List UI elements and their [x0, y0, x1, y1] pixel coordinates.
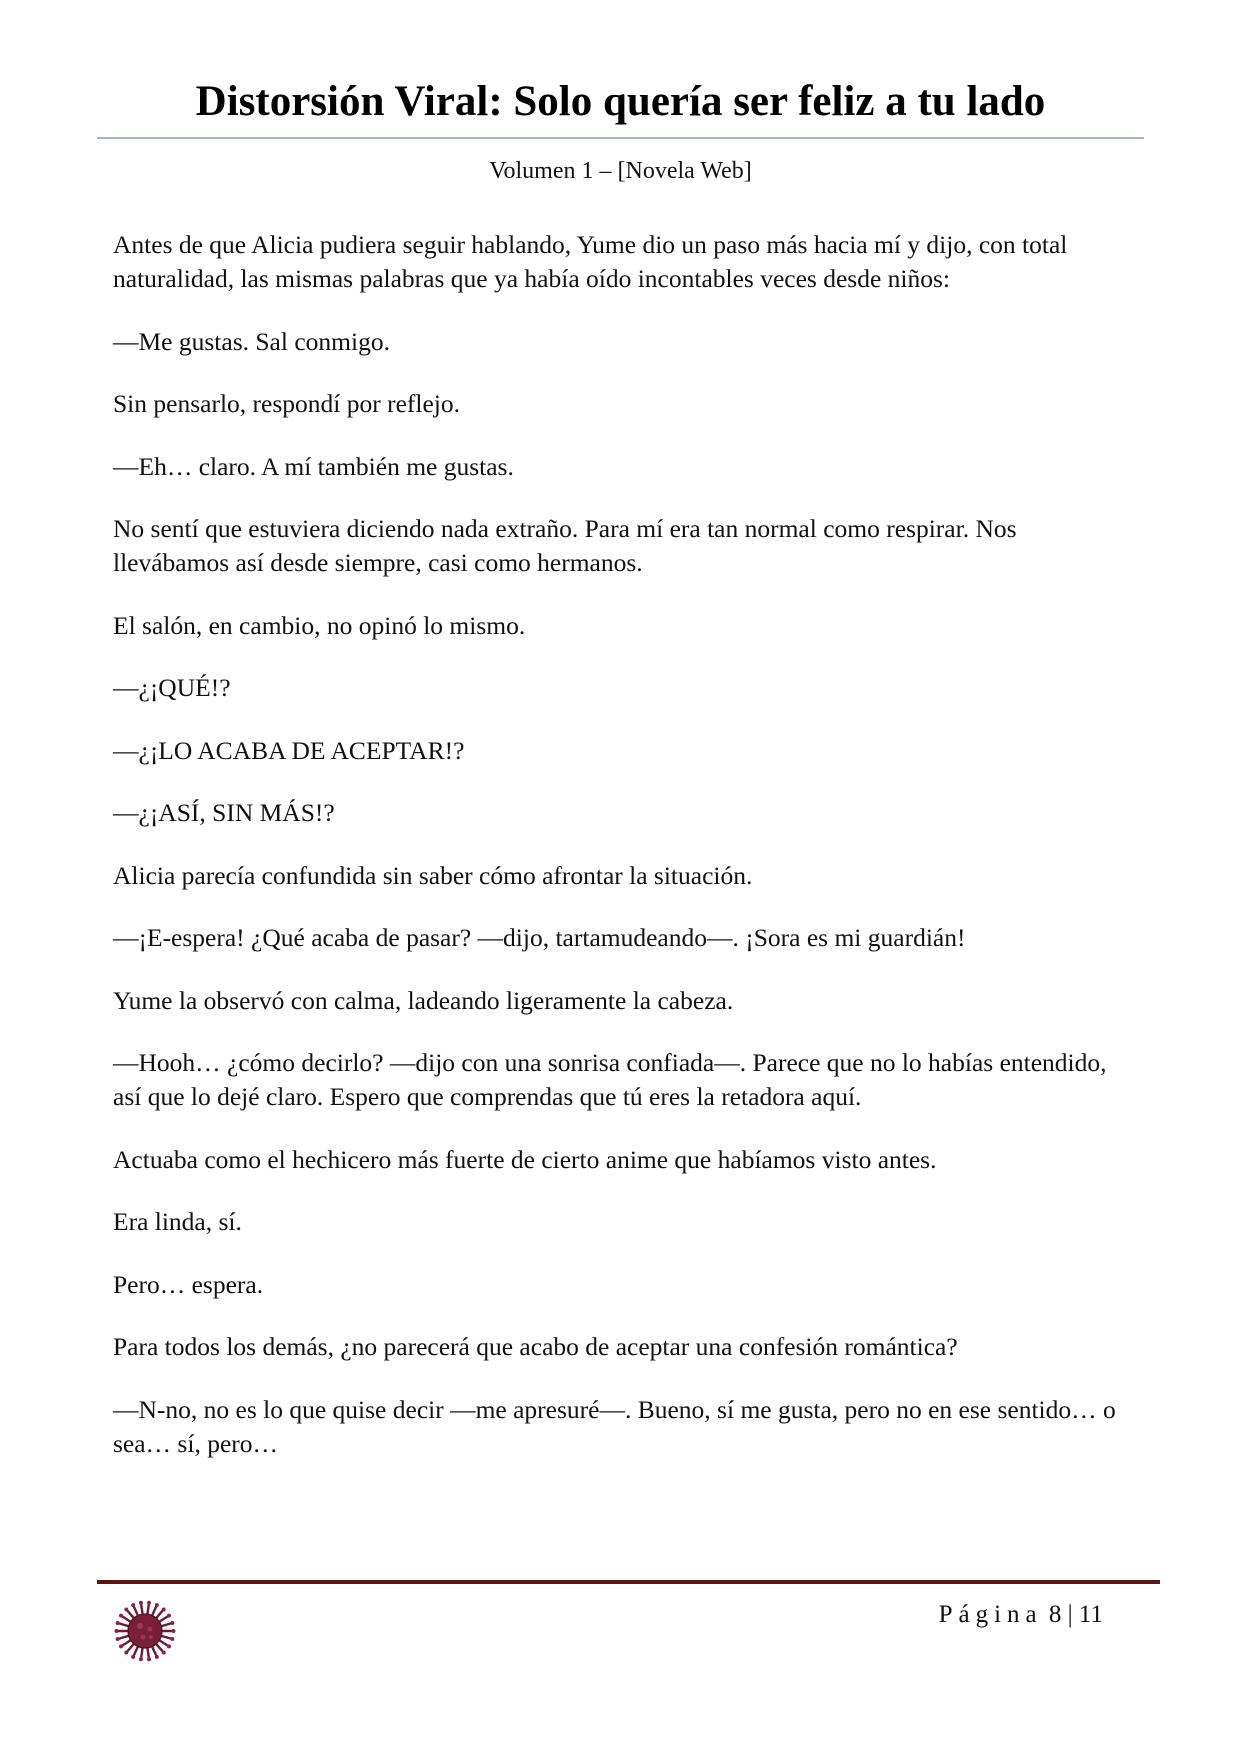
paragraph: —Eh… claro. A mí también me gustas.: [113, 451, 514, 481]
paragraph: —Me gustas. Sal conmigo.: [113, 326, 390, 356]
paragraph: —N-no, no es lo que quise decir —me apresuré—. Bueno, sí me gusta, pero no en ese sentido… o sea… sí, pero…: [113, 1394, 1116, 1458]
paragraph: El salón, en cambio, no opinó lo mismo.: [113, 610, 526, 640]
virus-logo-graphic: [112, 1598, 178, 1664]
page-label: Página: [938, 1601, 1043, 1628]
paragraph: Yume la observó con calma, ladeando ligeramente la cabeza.: [113, 985, 734, 1015]
page-current: 8: [1048, 1601, 1062, 1628]
chapter-body: [113, 228, 1133, 1489]
paragraph: Era linda, sí.: [113, 1207, 242, 1236]
page-separator: |: [1067, 1601, 1073, 1628]
page-total: 11: [1078, 1601, 1103, 1628]
virus-icon: [112, 1598, 178, 1664]
paragraph: —¿¡ASÍ, SIN MÁS!?: [113, 798, 335, 827]
paragraph: Alicia parecía confundida sin saber cómo afrontar la situación.: [113, 860, 753, 890]
title-divider: [97, 137, 1144, 139]
paragraph: Antes de que Alicia pudiera seguir hablando, Yume dio un paso más hacia mí y dijo, con total naturalidad, las mismas palabras que ya había oído incontables veces desde niños:: [113, 230, 1068, 293]
paragraph: No sentí que estuviera diciendo nada extraño. Para mí era tan normal como respirar. Nos llevábamos así desde siempre, casi como hermanos.: [113, 514, 1017, 577]
paragraph: —Hooh… ¿cómo decirlo? —dijo con una sonrisa confiada—. Parece que no lo habías entendido, así que lo dejé claro. Espero que comprendas que tú eres la retadora aquí.: [113, 1048, 1107, 1111]
paragraph: Sin pensarlo, respondí por reflejo.: [113, 389, 461, 418]
paragraph: Actuaba como el hechicero más fuerte de cierto anime que habíamos visto antes.: [113, 1144, 937, 1174]
page-number: [939, 1598, 1103, 1632]
paragraph: Para todos los demás, ¿no parecerá que acabo de aceptar una confesión romántica?: [113, 1332, 958, 1361]
paragraph: —¿¡QUÉ!?: [113, 673, 231, 702]
paragraph: —¿¡LO ACABA DE ACEPTAR!?: [113, 735, 465, 765]
paragraph: —¡E-espera! ¿Qué acaba de pasar? —dijo, tartamudeando—. ¡Sora es mi guardián!: [113, 923, 966, 952]
page-title: Distorsión Viral: Solo quería ser feliz a tu lado: [195, 78, 1046, 125]
paragraph: Pero… espera.: [113, 1269, 264, 1299]
volume-subtitle: Volumen 1 – [Novela Web]: [489, 158, 752, 184]
footer-divider: [97, 1580, 1160, 1584]
